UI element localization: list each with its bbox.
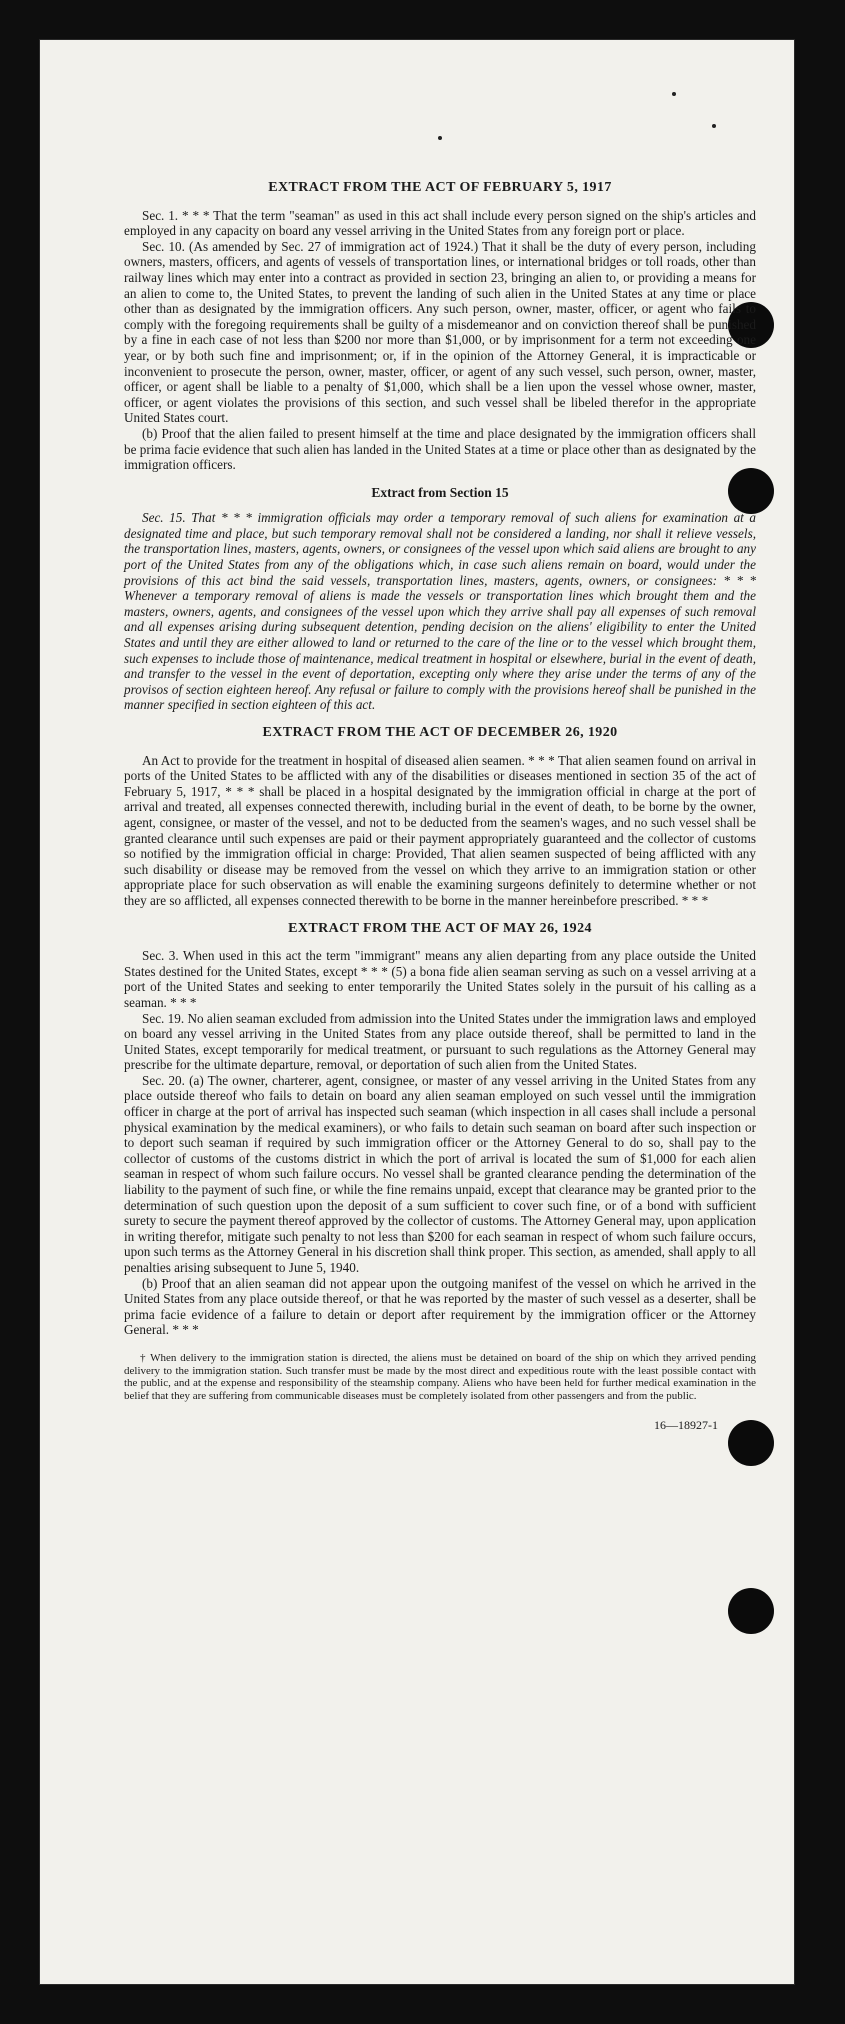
paragraph: (b) Proof that an alien seaman did not appear upon the outgoing manifest of the vessel on which he arrived in the United States from any place outside thereof, or that he was reported by the master of such vessel as a deserter, shall be prima facie evidence of a failure to detain or deport after requirement by the immigration officer or the Attorney General. * * * — [124, 1275, 756, 1338]
paragraph: Sec. 20. (a) The owner, charterer, agent, consignee, or master of any vessel arriving in the United States from any place outside thereof who fails to detain on board any alien seaman employed on such vessel until the immigration officer in charge at the port of arrival has inspected such seaman (which inspection in all cases shall include a personal physical examination by the medical examiners), or who fails to detain such seaman on board after such inspection or to deport such seaman if required by such immigration officer or the Attorney General to do so, shall pay to the collector of customs of the customs district in which the port of arrival is located the sum of $1,000 for each alien seaman in respect of whom such failure occurs. No vessel shall be granted clearance pending the determination of the liability to the payment of such fine, or while the fine remains unpaid, except that clearance may be granted prior to the determination of such question upon the deposit of a sum sufficient to cover such fine, or of a bond with sufficient surety to secure the payment thereof approved by the collector of customs. The Attorney General may, upon application in writing therefor, mitigate such penalty to not less than $200 for each seaman in respect of whom such failure occurs, upon such terms as the Attorney General in his discretion shall think proper. This section, as amended, shall apply to all penalties arising subsequent to June 5, 1940. — [124, 1072, 756, 1275]
heading-act-1917: EXTRACT FROM THE ACT OF FEBRUARY 5, 1917 — [268, 180, 612, 195]
document-page — [40, 40, 794, 1984]
scan-speck — [438, 136, 442, 140]
heading-act-1920: EXTRACT FROM THE ACT OF DECEMBER 26, 1920 — [262, 725, 618, 740]
paragraph: (b) Proof that the alien failed to present himself at the time and place designated by the immigration officers shall be prima facie evidence that such alien has landed in the United States at a time or place other than as designated by the immigration officers. — [124, 425, 756, 473]
document-body — [124, 172, 756, 1434]
subheading-section-15: Extract from Section 15 — [371, 484, 509, 500]
punch-hole — [728, 1588, 774, 1634]
paragraph: Sec. 10. (As amended by Sec. 27 of immigration act of 1924.) That it shall be the duty of every person, including owners, masters, officers, and agents of vessels of transportation lines, or international bridges or toll roads, other than railway lines which may enter into a contract as provided in section 23, bringing an alien to, or providing a means for an alien to come to, the United States, to prevent the landing of such alien in the United States at any time or place other than as designated by the immigration officers. Any such person, owner, master, officer, or agent who fails to comply with the foregoing requirements shall be guilty of a misdemeanor and on conviction thereof shall be punished by a fine in each case of not less than $200 nor more than $1,000, or by imprisonment for a term not exceeding one year, or by both such fine and imprisonment; or, if in the opinion of the Attorney General, it is impracticable or inconvenient to prosecute the person, owner, master, officer, or agent of any such vessel, such person, owner, master, officer, or agent shall be liable to a penalty of $1,000, which shall be a lien upon the vessel whose owner, master, officer, or agent violates the provisions of this section, and such vessel shall be libeled therefor in the appropriate United States court. — [124, 238, 756, 426]
heading-act-1924: EXTRACT FROM THE ACT OF MAY 26, 1924 — [288, 920, 592, 936]
paragraph: Sec. 19. No alien seaman excluded from admission into the United States under the immigration laws and employed on board any vessel arriving in the United States from any place outside thereof, shall be permitted to land in the United States, except temporarily for medical treatment, or pursuant to such regulations as the Attorney General may prescribe for the ultimate departure, removal, or deportation of such alien from the United States. — [124, 1010, 756, 1073]
paragraph: Sec. 15. That * * * immigration officials may order a temporary removal of such aliens for examination at a designated time and place, but such temporary removal shall not be considered a landing, nor shall it relieve vessels, the transportation lines, masters, agents, owners, or consignees of the vessel upon which said aliens are brought to any port of the United States from any of the obligations which, in case such aliens remain on board, would under the provisions of this act bind the said vessels, transportation lines, masters, agents, owners, or consignees: * * * Whenever a temporary removal of aliens is made the vessels or transportation lines which brought them and the masters, owners, agents, and consignees of the vessel upon which they arrive shall pay all expenses of such removal and all expenses arising during subsequent detention, pending decision on the aliens' eligibility to enter the United States and until they are either allowed to land or returned to the care of the line or to the vessel which brought them, such expenses to include those of maintenance, medical treatment in hospital or elsewhere, burial in the event of death, and transfer to the vessel in the event of deportation, excepting only where they arise under the terms of any of the provisos of section eighteen hereof. Any refusal or failure to comply with the provisions hereof shall be punished in the manner specified in section eighteen of this act. — [124, 510, 756, 713]
paragraph: Sec. 3. When used in this act the term "immigrant" means any alien departing from any place outside the United States destined for the United States, except * * * (5) a bona fide alien seaman serving as such on a vessel arriving at a port of the United States and seeking to enter temporarily the United States solely in the pursuit of his calling as a seaman. * * * — [124, 948, 756, 1010]
paragraph: An Act to provide for the treatment in hospital of diseased alien seamen. * * * That alien seamen found on arrival in ports of the United States to be afflicted with any of the disabilities or diseases mentioned in section 35 of the act of February 5, 1917, * * * shall be placed in a hospital designated by the immigration official in charge at the port of arrival and treated, all expenses connected therewith, including burial in the event of death, to be borne by the owner, agent, consignee, or master of the vessel, and not to be deducted from the seamen's wages, and no such vessel shall be granted clearance until such expenses are paid or their payment appropriately guaranteed and the collector of customs so notified by the immigration official in charge: Provided, That alien seamen suspected of being afflicted with any such disability or disease may be removed from the vessel on which they arrive to an immigration station or other appropriate place for such observation as will enable the examining surgeons definitely to determine whether or not they are so afflicted, all expenses connected therewith to be borne in the manner hereinbefore prescribed. * * * — [124, 752, 756, 908]
footnote: † When delivery to the immigration station is directed, the aliens must be detained on board of the ship on which they arrived pending delivery to the immigration station. Such transfer must be made by the most direct and expeditious route with the least possible contact with the public, and at the expense and responsibility of the steamship company. Aliens who have been held for further medical examination in the belief that they are suffering from communicable diseases must be completely isolated from other passengers and from the public. — [124, 1351, 756, 1402]
scan-speck — [712, 124, 716, 128]
scan-speck — [672, 92, 676, 96]
form-number: 16—18927-1 — [654, 1418, 718, 1433]
paragraph: Sec. 1. * * * That the term "seaman" as used in this act shall include every person signed on the ship's articles and employed in any capacity on board any vessel arriving in the United States from any foreign port or place. — [124, 207, 756, 239]
